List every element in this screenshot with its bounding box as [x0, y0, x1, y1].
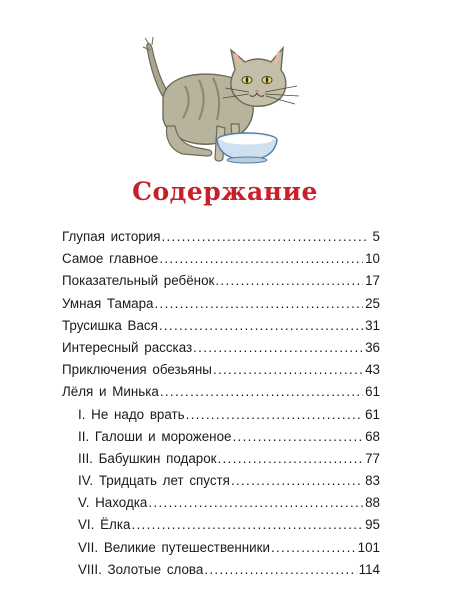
toc-entry-page: 31: [365, 317, 380, 333]
toc-entry-page: 17: [365, 273, 380, 289]
toc-leader-dots: [271, 537, 356, 559]
toc-leader-dots: [160, 381, 363, 403]
toc-entry-title: Лёля и Минька: [62, 384, 159, 400]
toc-entry-page: 61: [365, 384, 380, 400]
toc-subentry-title: I. Не надо врать: [78, 406, 185, 422]
toc-subentry-page: 61: [365, 406, 380, 422]
toc-subentry-page: 114: [358, 561, 380, 577]
toc-subentry-title: V. Находка: [78, 495, 148, 511]
toc-subentry-title: II. Галоши и мороженое: [78, 428, 232, 444]
toc-entry[interactable]: [62, 226, 380, 248]
toc-subentry[interactable]: [62, 404, 380, 426]
cat-with-bowl-icon: [125, 30, 315, 170]
toc-entry[interactable]: [62, 270, 380, 292]
cat-illustration: [125, 30, 315, 170]
toc-subentry-title: III. Бабушкин подарок: [78, 450, 217, 466]
toc-entry-title: Глупая история: [62, 229, 161, 244]
toc-entry[interactable]: [62, 315, 380, 337]
toc-entry-title: Самое главное: [62, 251, 159, 267]
toc-entry[interactable]: [62, 248, 380, 270]
toc-leader-dots: [161, 226, 368, 248]
toc-entry-page: 25: [365, 295, 380, 311]
toc-subentry[interactable]: [62, 559, 380, 581]
toc-subentry-title: VIII. Золотые слова: [78, 561, 204, 577]
table-of-contents: [62, 226, 380, 581]
page-title: Содержание: [132, 177, 318, 206]
toc-leader-dots: [155, 293, 364, 315]
toc-subentry[interactable]: [62, 426, 380, 448]
toc-entry-title: Показательный ребёнок: [62, 273, 215, 289]
toc-leader-dots: [159, 248, 363, 270]
toc-leader-dots: [131, 514, 363, 536]
toc-leader-dots: [215, 270, 363, 292]
toc-subentry[interactable]: [62, 537, 380, 559]
toc-entry-title: Трусишка Вася: [62, 317, 158, 333]
toc-entry-title: Интересный рассказ: [62, 339, 193, 355]
toc-subentry-title: VII. Великие путешественники: [78, 539, 270, 555]
toc-leader-dots: [232, 426, 363, 448]
toc-leader-dots: [213, 359, 363, 381]
toc-entry-title: Умная Тамара: [62, 295, 154, 311]
toc-entry-page: 43: [365, 362, 380, 378]
toc-entry-title: Приключения обезьяны: [62, 362, 212, 378]
toc-leader-dots: [159, 315, 363, 337]
toc-subentry-page: 88: [365, 495, 380, 511]
toc-subentry[interactable]: [62, 514, 380, 536]
toc-entry[interactable]: [62, 293, 380, 315]
toc-subentry-page: 95: [365, 517, 380, 533]
toc-subentry-page: 68: [365, 428, 380, 444]
toc-entry-page: 5: [372, 229, 380, 244]
toc-subentry[interactable]: [62, 492, 380, 514]
toc-leader-dots: [186, 404, 363, 426]
toc-leader-dots: [193, 337, 363, 359]
toc-leader-dots: [218, 448, 364, 470]
toc-subentry-page: 77: [365, 450, 380, 466]
toc-entry[interactable]: [62, 381, 380, 403]
toc-subentry[interactable]: [62, 470, 380, 492]
toc-leader-dots: [148, 492, 363, 514]
toc-entry-page: 36: [365, 339, 380, 355]
toc-leader-dots: [204, 559, 356, 581]
toc-subentry-page: 83: [365, 473, 380, 489]
toc-subentry-title: IV. Тридцать лет спустя: [78, 473, 230, 489]
toc-entry[interactable]: [62, 359, 380, 381]
toc-subentry[interactable]: [62, 448, 380, 470]
toc-entry[interactable]: [62, 337, 380, 359]
toc-subentry-page: 101: [357, 539, 380, 555]
toc-subentry-title: VI. Ёлка: [78, 517, 131, 533]
toc-entry-page: 10: [365, 251, 380, 267]
toc-leader-dots: [231, 470, 363, 492]
